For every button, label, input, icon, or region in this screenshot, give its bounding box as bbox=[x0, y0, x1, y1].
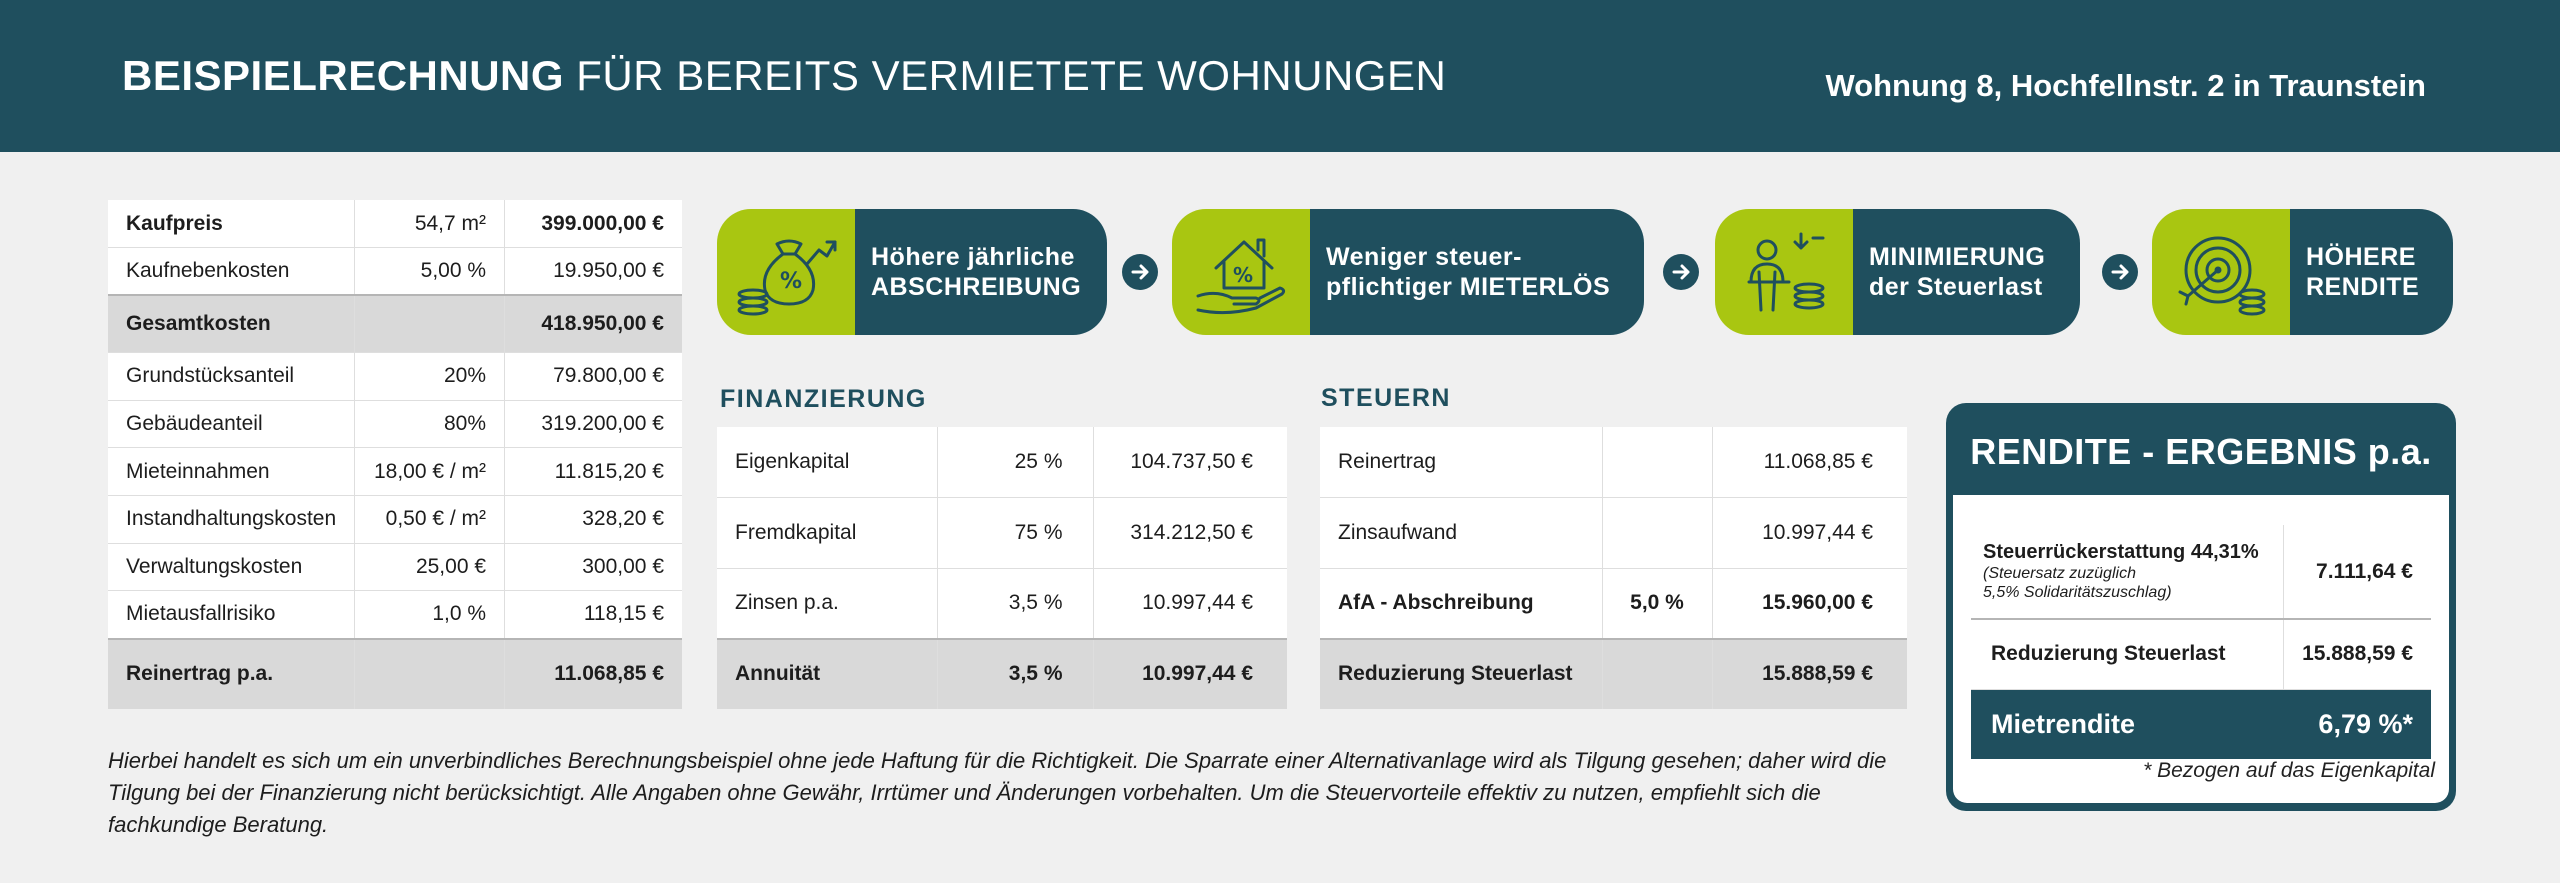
step-mieterloes bbox=[1172, 209, 1644, 335]
title-light: FÜR BEREITS VERMIETETE WOHNUNGEN bbox=[576, 52, 1447, 99]
row-pct: 25 % bbox=[937, 427, 1093, 498]
row-value: 10.997,44 € bbox=[1093, 639, 1287, 710]
step-line2: RENDITE bbox=[2306, 273, 2420, 301]
reduction-value: 15.888,59 € bbox=[2284, 619, 2431, 689]
refund-cell bbox=[1971, 525, 2284, 619]
step-label bbox=[855, 209, 1107, 335]
disclaimer-text: Hierbei handelt es sich um ein unverbindliches Berechnungsbeispiel ohne jede Haftung für die Richtigkeit. Die Sparrate einer Alternativanlage wird als Tilgung gesehen; daher wird die Tilgung bei der Finanzierung nicht berücksichtigt. Alle Angaben ohne Gewähr, Irrtümer und Änderungen vorbehalten. Um die Steuervorteile effektiv zu nutzen, empfiehlt sich die fachkundige Beratung. bbox=[108, 748, 1887, 837]
refund-note-1: (Steuersatz zuzüglich bbox=[1983, 565, 2136, 582]
row-pct: 75 % bbox=[937, 498, 1093, 569]
row-mid: 18,00 € / m² bbox=[355, 448, 505, 496]
row-pct: 3,5 % bbox=[937, 568, 1093, 639]
row-label: Kaufpreis bbox=[108, 200, 355, 248]
row-value: 11.068,85 € bbox=[505, 639, 682, 709]
title-bold: BEISPIELRECHNUNG bbox=[122, 52, 565, 99]
yield-label: Mietrendite bbox=[1971, 689, 2284, 759]
step-line1: MINIMIERUNG bbox=[1869, 243, 2046, 271]
money-bag-percent-icon bbox=[717, 209, 855, 335]
step-line2: ABSCHREIBUNG bbox=[871, 273, 1082, 301]
row-pct: 3,5 % bbox=[937, 639, 1093, 710]
row-mid: 54,7 m² bbox=[355, 200, 505, 248]
table-row-annuity bbox=[717, 639, 1287, 710]
row-value: 79.800,00 € bbox=[505, 352, 682, 400]
cost-table bbox=[108, 200, 682, 709]
arrow-right-icon bbox=[1663, 254, 1699, 290]
step-abschreibung bbox=[717, 209, 1107, 335]
table-row bbox=[717, 498, 1287, 569]
row-label: AfA - Abschreibung bbox=[1320, 568, 1602, 639]
row-label: Annuität bbox=[717, 639, 937, 710]
table-row bbox=[108, 248, 682, 296]
table-row bbox=[108, 495, 682, 543]
financing-title: FINANZIERUNG bbox=[720, 385, 927, 413]
result-table bbox=[1971, 525, 2431, 759]
row-value: 19.950,00 € bbox=[505, 248, 682, 296]
table-row-refund bbox=[1971, 525, 2431, 619]
result-title: RENDITE - ERGEBNIS p.a. bbox=[1970, 431, 2432, 472]
result-inner bbox=[1953, 495, 2449, 803]
row-value: 10.997,44 € bbox=[1712, 498, 1907, 569]
row-mid bbox=[355, 295, 505, 352]
table-row bbox=[108, 543, 682, 591]
row-value: 319.200,00 € bbox=[505, 400, 682, 448]
row-label: Gebäudeanteil bbox=[108, 400, 355, 448]
row-mid: 25,00 € bbox=[355, 543, 505, 591]
row-value: 11.815,20 € bbox=[505, 448, 682, 496]
table-row bbox=[108, 352, 682, 400]
row-value: 300,00 € bbox=[505, 543, 682, 591]
row-mid: 5,00 % bbox=[355, 248, 505, 296]
arrow-right-icon bbox=[1122, 254, 1158, 290]
house-hand-percent-icon bbox=[1172, 209, 1310, 335]
row-value: 10.997,44 € bbox=[1093, 568, 1287, 639]
row-value: 314.212,50 € bbox=[1093, 498, 1287, 569]
refund-label: Steuerrückerstattung 44,31% bbox=[1983, 541, 2259, 563]
reduction-label: Reduzierung Steuerlast bbox=[1971, 619, 2284, 689]
row-value: 15.888,59 € bbox=[1712, 639, 1907, 710]
step-line2: der Steuerlast bbox=[1869, 273, 2043, 301]
step-label bbox=[1310, 209, 1644, 335]
arrow-right-icon bbox=[2102, 254, 2138, 290]
result-footnote: * Bezogen auf das Eigenkapital bbox=[2143, 759, 2435, 782]
table-row bbox=[1320, 498, 1907, 569]
table-row-net-income bbox=[108, 639, 682, 709]
row-label: Reinertrag bbox=[1320, 427, 1602, 498]
table-row-yield bbox=[1971, 689, 2431, 759]
page-title bbox=[122, 52, 1446, 100]
table-row bbox=[108, 591, 682, 639]
row-label: Instandhaltungskosten bbox=[108, 495, 355, 543]
row-label: Mietausfallrisiko bbox=[108, 591, 355, 639]
target-coins-icon bbox=[2152, 209, 2290, 335]
header-banner bbox=[0, 0, 2560, 152]
row-pct bbox=[1602, 639, 1712, 710]
table-row bbox=[717, 568, 1287, 639]
row-pct: 5,0 % bbox=[1602, 568, 1712, 639]
row-label: Reinertrag p.a. bbox=[108, 639, 355, 709]
step-label bbox=[1853, 209, 2080, 335]
table-row bbox=[108, 400, 682, 448]
svg-text:%: % bbox=[780, 269, 803, 294]
step-steuerlast bbox=[1715, 209, 2080, 335]
row-value: 328,20 € bbox=[505, 495, 682, 543]
row-label: Mieteinnahmen bbox=[108, 448, 355, 496]
step-line2: pflichtiger MIETERLÖS bbox=[1326, 273, 1611, 301]
row-mid: 1,0 % bbox=[355, 591, 505, 639]
row-value: 118,15 € bbox=[505, 591, 682, 639]
table-row bbox=[1320, 427, 1907, 498]
table-row bbox=[1320, 568, 1907, 639]
apartment-address: Wohnung 8, Hochfellnstr. 2 in Traunstein bbox=[1825, 68, 2426, 103]
row-value: 399.000,00 € bbox=[505, 200, 682, 248]
row-label: Grundstücksanteil bbox=[108, 352, 355, 400]
step-line1: HÖHERE bbox=[2306, 243, 2416, 271]
table-row-total-costs bbox=[108, 295, 682, 352]
row-mid bbox=[355, 639, 505, 709]
refund-note-2: 5,5% Solidaritätszuschlag) bbox=[1983, 584, 2172, 601]
financing-table bbox=[717, 427, 1287, 709]
step-label bbox=[2290, 209, 2453, 335]
row-value: 15.960,00 € bbox=[1712, 568, 1907, 639]
row-label: Fremdkapital bbox=[717, 498, 937, 569]
taxes-table bbox=[1320, 427, 1907, 709]
table-row bbox=[108, 200, 682, 248]
step-line1: Höhere jährliche bbox=[871, 243, 1075, 271]
row-label: Reduzierung Steuerlast bbox=[1320, 639, 1602, 710]
refund-value: 7.111,64 € bbox=[2284, 525, 2431, 619]
step-rendite bbox=[2152, 209, 2453, 335]
row-value: 104.737,50 € bbox=[1093, 427, 1287, 498]
row-mid: 80% bbox=[355, 400, 505, 448]
table-row-reduction bbox=[1971, 619, 2431, 689]
row-value: 418.950,00 € bbox=[505, 295, 682, 352]
row-mid: 0,50 € / m² bbox=[355, 495, 505, 543]
result-box bbox=[1946, 403, 2456, 811]
yield-value: 6,79 %* bbox=[2284, 689, 2431, 759]
row-label: Zinsen p.a. bbox=[717, 568, 937, 639]
table-row-tax-reduction bbox=[1320, 639, 1907, 710]
table-row bbox=[717, 427, 1287, 498]
table-row bbox=[108, 448, 682, 496]
row-label: Eigenkapital bbox=[717, 427, 937, 498]
taxes-title: STEUERN bbox=[1321, 384, 1451, 412]
row-mid: 20% bbox=[355, 352, 505, 400]
person-coins-icon bbox=[1715, 209, 1853, 335]
row-label: Kaufnebenkosten bbox=[108, 248, 355, 296]
step-line1: Weniger steuer- bbox=[1326, 243, 1522, 271]
svg-text:%: % bbox=[1233, 263, 1254, 287]
row-label: Gesamtkosten bbox=[108, 295, 355, 352]
row-value: 11.068,85 € bbox=[1712, 427, 1907, 498]
row-pct bbox=[1602, 498, 1712, 569]
row-label: Verwaltungskosten bbox=[108, 543, 355, 591]
row-pct bbox=[1602, 427, 1712, 498]
row-label: Zinsaufwand bbox=[1320, 498, 1602, 569]
